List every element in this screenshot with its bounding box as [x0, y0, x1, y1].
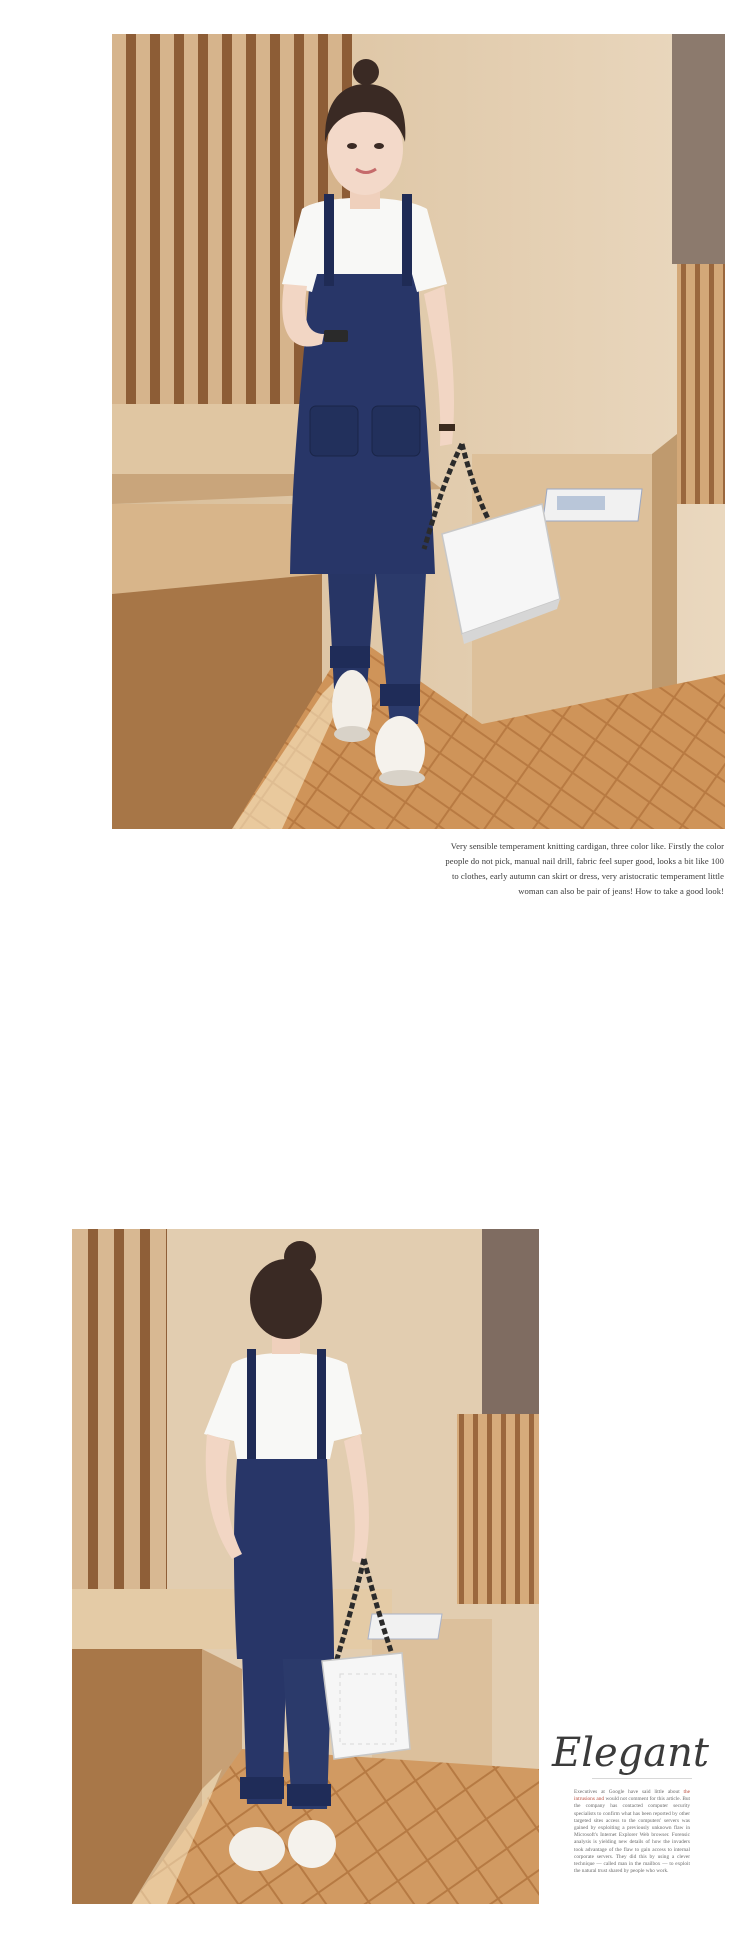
- elegant-underline: [592, 1778, 692, 1779]
- decor-body-text: [574, 1789, 690, 1875]
- decor-highlight: the intrusions and: [574, 1789, 691, 1803]
- elegant-title: Elegant: [552, 1730, 709, 1776]
- model-back-photo: [72, 1229, 539, 1904]
- decor-body: would not comment for this article. But the company has contacted computer security specialists to confirm what has been reported by other targeted sites access to the computers' servers was gained by exploiting a previously unknown flaw in Microsoft's Internet Explorer Web browser. Forensic analysis is yielding new details of how the invaders took advantage of the flaw to gain access to internal corporate servers. They did this by using a clever technique — called man in the mailbox — to exploit the natural trust shared by people who work.: [574, 1796, 691, 1875]
- product-description-caption: Very sensible temperament knitting cardigan, three color like. Firstly the color people do not pick, manual nail drill, fabric feel super good, looks a bit like 100 to clothes, early autumn can skirt or dress, very aristocratic temperament little woman can also be pair of jeans! How to take a good look!: [445, 841, 724, 896]
- decor-lead: Executives at Google have said little about: [574, 1789, 680, 1795]
- model-front-illustration: [112, 34, 725, 829]
- elegant-decor-block: [552, 1722, 712, 1897]
- model-front-photo: [112, 34, 725, 829]
- model-back-illustration: [72, 1229, 539, 1904]
